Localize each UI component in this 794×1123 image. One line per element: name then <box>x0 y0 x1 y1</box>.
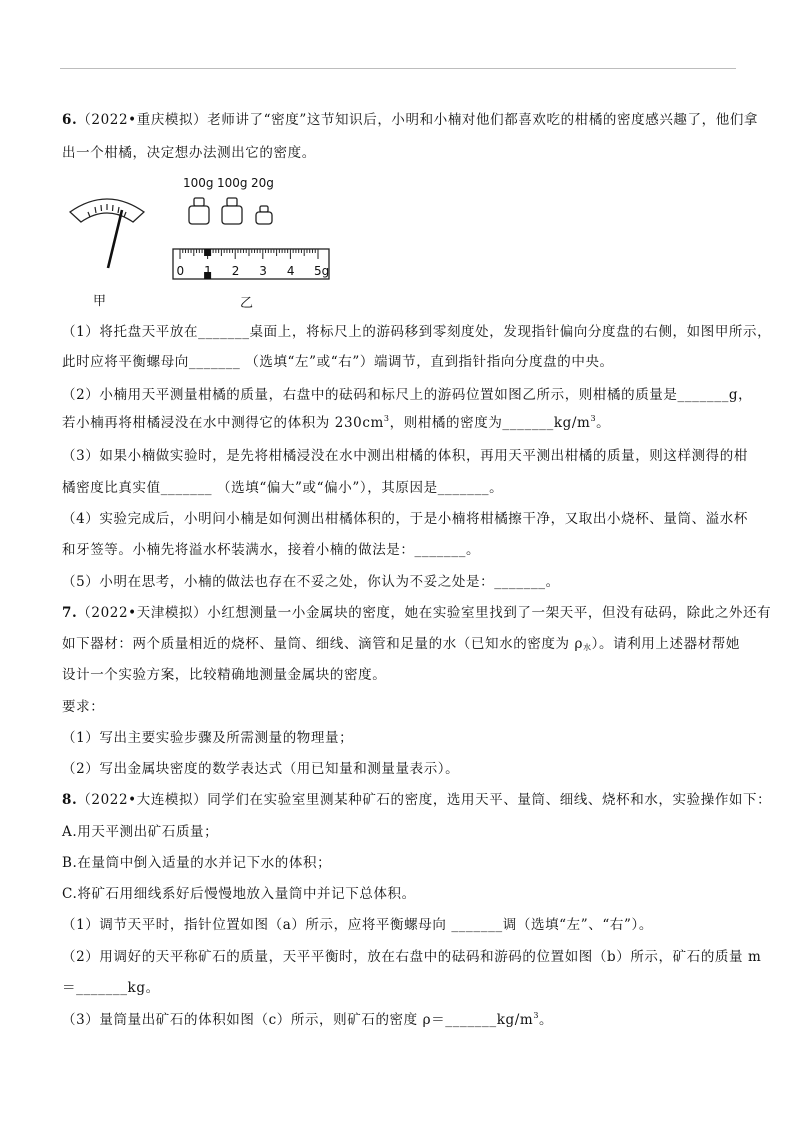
q8-part2-line1: （2）用调好的天平称矿石的质量，天平平衡时，放在右盘中的砝码和游码的位置如图（b）所示，矿石的质量 m <box>62 949 762 965</box>
weight-label-1: 100g <box>183 176 214 190</box>
weight-100g-a-icon <box>189 198 209 224</box>
q7-requirement-2: （2）写出金属块密度的数学表达式（用已知量和测量量表示）。 <box>62 761 460 777</box>
weights-figure <box>186 194 286 234</box>
q7-line3: 设计一个实验方案，比较精确地测量金属块的密度。 <box>62 667 387 683</box>
q8-part1: （1）调节天平时，指针位置如图（a）所示，应将平衡螺母向 _______调（选填“左”、“右”）。 <box>62 917 653 933</box>
header-rule <box>60 68 736 69</box>
q8-step-b: B.在量筒中倒入适量的水并记下水的体积； <box>62 855 332 871</box>
superscript-3: 3 <box>590 414 597 423</box>
q8-step-a: A.用天平测出矿石质量； <box>62 824 219 840</box>
q6-part1-line2: 此时应将平衡螺母向_______ （选填“左”或“右”）端调节，直到指针指向分度盘的中央。 <box>62 354 614 370</box>
ruler-tick-label: 5g <box>314 264 330 278</box>
q8-text: 同学们在实验室里测某种矿石的密度，选用天平、量筒、细线、烧杯和水，实验操作如下： <box>207 792 772 808</box>
figure-yi-label: 乙 <box>240 296 254 311</box>
q8-line1 <box>62 790 772 810</box>
q7-line2-end: ）。请利用上述器材帮她 <box>591 636 740 652</box>
ruler-tick-label: 4 <box>286 264 295 278</box>
weight-label-3: 20g <box>251 176 274 190</box>
q8-step-c: C.将矿石用细线系好后慢慢地放入量筒中并记下总体积。 <box>62 886 416 902</box>
q8-source: （2022•大连模拟） <box>77 792 208 808</box>
q6-part3-line1: （3）如果小楠做实验时，是先将柑橘浸没在水中测出柑橘的体积，再用天平测出柑橘的质量，则这样测得的柑 <box>62 448 748 464</box>
q8-part2-line2: ＝_______kg。 <box>62 980 160 996</box>
q6-part2-volume-text: 若小楠再将柑橘浸没在水中测得它的体积为 230cm <box>62 415 384 431</box>
balance-dial-figure <box>66 188 148 270</box>
subscript-water: 水 <box>583 643 592 652</box>
q7-text: 小红想测量一小金属块的密度，她在实验室里找到了一架天平，但没有砝码，除此之外还有 <box>207 605 772 621</box>
figure-jia-label: 甲 <box>93 294 107 309</box>
ruler-tick-label: 1 <box>204 264 212 278</box>
q7-requirements-title: 要求： <box>62 699 105 715</box>
q6-part2-end: 。 <box>596 415 611 431</box>
q7-line2-text: 如下器材：两个质量相近的烧杯、量筒、细线、滴管和足量的水（已知水的密度为 ρ <box>62 636 584 652</box>
q6-source: （2022•重庆模拟） <box>77 112 208 128</box>
q6-number: 6. <box>62 112 78 128</box>
q7-number: 7. <box>62 605 78 621</box>
q6-part2-line1: （2）小楠用天平测量柑橘的质量，右盘中的砝码和标尺上的游码位置如图乙所示，则柑橘的质量是_______g， <box>62 387 753 403</box>
q8-number: 8. <box>62 792 78 808</box>
weight-20g-icon <box>256 206 272 224</box>
q6-part5-line1: （5）小明在思考，小楠的做法也存在不妥之处，你认为不妥之处是：_______。 <box>62 574 560 590</box>
q7-line2 <box>62 634 742 654</box>
q8-part3 <box>62 1010 742 1030</box>
q6-part4-line1: （4）实验完成后，小明问小楠是如何测出柑橘体积的，于是小楠将柑橘擦干净，又取出小烧杯、量筒、溢水杯 <box>62 511 748 527</box>
ruler-tick-label: 2 <box>231 264 240 278</box>
weight-label-2: 100g <box>217 176 248 190</box>
ruler-tick-label: 3 <box>259 264 267 278</box>
superscript-3: 3 <box>383 414 390 423</box>
q6-intro-text: 老师讲了“密度”这节知识后，小明和小楠对他们都喜欢吃的柑橘的密度感兴趣了，他们拿 <box>207 112 759 128</box>
weight-100g-b-icon <box>222 198 242 224</box>
q6-part2-density-text: ，则柑橘的密度为_______kg/m <box>389 415 591 431</box>
q7-line1 <box>62 603 772 623</box>
q6-part1-line1: （1）将托盘天平放在_______桌面上，将标尺上的游码移到零刻度处，发现指针偏向分度盘的右侧，如图甲所示， <box>62 324 772 340</box>
ruler-tick-label: 0 <box>176 264 185 278</box>
q8-part3-text: （3）量筒量出矿石的体积如图（c）所示，则矿石的密度 ρ＝_______kg/m <box>62 1012 534 1028</box>
q6-part3-line2: 橘密度比真实值_______ （选填“偏大”或“偏小”），其原因是_______。 <box>62 480 504 496</box>
superscript-3: 3 <box>533 1011 540 1020</box>
q6-intro-line2: 出一个柑橘，决定想办法测出它的密度。 <box>62 145 316 161</box>
q6-part2-line2 <box>62 413 742 433</box>
rider-ruler-figure <box>172 248 332 282</box>
rider-top <box>204 249 211 256</box>
q7-requirement-1: （1）写出主要实验步骤及所需测量的物理量； <box>62 730 354 746</box>
q6-part4-line2: 和牙签等。小楠先将溢水杯装满水，接着小楠的做法是：_______。 <box>62 542 481 558</box>
q6-intro-line1 <box>62 110 759 130</box>
q8-part3-end: 。 <box>539 1012 554 1028</box>
q7-source: （2022•天津模拟） <box>77 605 208 621</box>
